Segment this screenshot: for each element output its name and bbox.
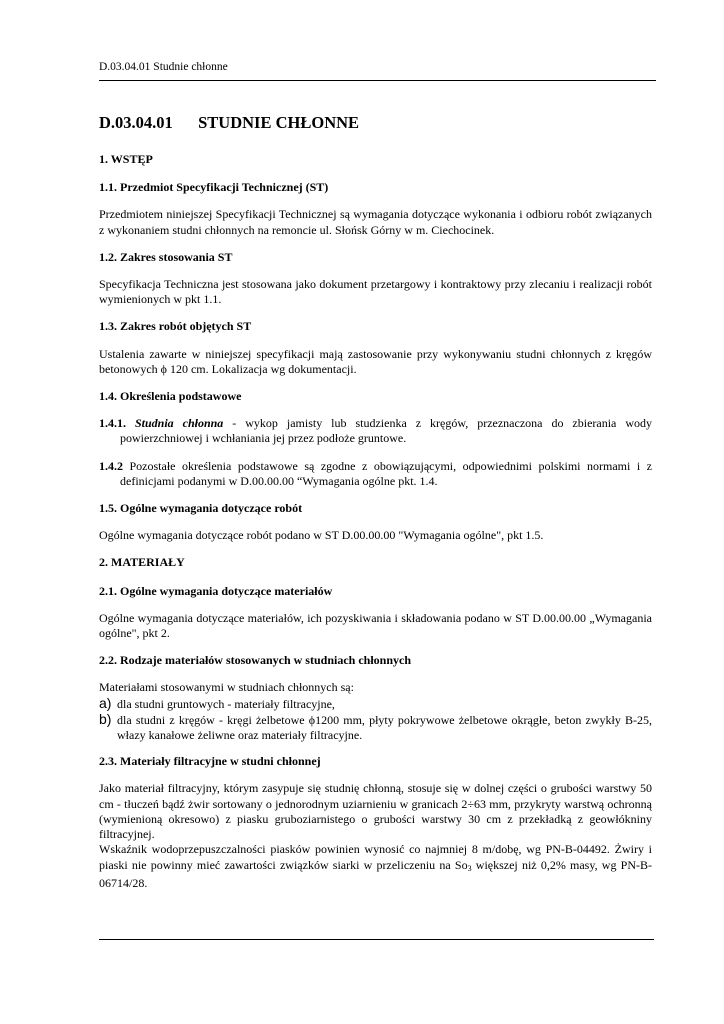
title-text: STUDNIE CHŁONNE	[198, 113, 360, 132]
paragraph	[99, 842, 652, 891]
running-header: D.03.04.01 Studnie chłonne	[99, 61, 228, 73]
list-letter: b)	[99, 710, 112, 727]
section-heading: 2. MATERIAŁY	[99, 555, 185, 570]
subsection-heading: 2.3. Materiały filtracyjne w studni chłonnej	[99, 754, 321, 769]
subsection-heading: 2.1. Ogólne wymagania dotyczące materiałów	[99, 583, 333, 598]
definition-number: 1.4.1.	[99, 416, 126, 431]
subsection-heading: 1.5. Ogólne wymagania dotyczące robót	[99, 501, 303, 516]
paragraph: Ogólne wymagania dotyczące robót podano w ST D.00.00.00 "Wymagania ogólne", pkt 1.5.	[99, 528, 544, 543]
section-heading: 1. WSTĘP	[99, 152, 153, 166]
paragraph-text: Wskaźnik wodoprzepuszczalności piasków powinien wynosić co najmniej 8 m/dobę, wg PN-B-04492. Żwiry i piaski nie powinny mieć zawartości związków siarki w przeliczeniu na So	[99, 842, 652, 872]
header-divider	[99, 80, 656, 81]
paragraph: Ustalenia zawarte w niniejszej specyfikacji mają zastosowanie przy wykonywaniu studni chłonnych z kręgów betonowych ϕ 120 cm. Lokalizacja wg dokumentacji.	[99, 346, 652, 376]
subsection-heading: 2.2. Rodzaje materiałów stosowanych w studniach chłonnych	[99, 653, 412, 668]
list-item-text: dla studni z kręgów - kręgi żelbetowe ϕ1200 mm, płyty pokrywowe żelbetowe okrągłe, beton zwykły B-25, włazy kanałowe żeliwne oraz materiały filtracyjne.	[117, 712, 652, 743]
definition-number: 1.4.2	[99, 458, 123, 473]
materials-list	[99, 696, 652, 744]
paragraph: Specyfikacja Techniczna jest stosowana jako dokument przetargowy i kontraktowy przy zlecaniu i realizacji robót wymienionych w pkt 1.1.	[99, 277, 652, 307]
list-item-text: dla studni gruntowych - materiały filtracyjne,	[117, 696, 335, 711]
paragraph: Ogólne wymagania dotyczące materiałów, ich pozyskiwania i składowania podano w ST D.00.00.00 „Wymagania ogólne", pkt 2.	[99, 610, 652, 641]
subsection-heading: 1.3. Zakres robót objętych ST	[99, 319, 252, 334]
definition-text: - wykop jamisty lub studzienka z kręgów, przeznaczona do zbierania wody powierzchniowej i wchłaniania jej przez podłoże gruntowe.	[120, 416, 653, 446]
definition-item	[99, 416, 652, 446]
paragraph-text: większej niż 0,2% masy, wg PN-B-06714/28.	[99, 857, 652, 890]
definition-item	[99, 459, 652, 489]
subsection-heading: 1.1. Przedmiot Specyfikacji Technicznej (ST)	[99, 180, 329, 195]
list-intro: Materiałami stosowanymi w studniach chłonnych są:	[99, 680, 354, 695]
title-code: D.03.04.01	[99, 113, 173, 132]
subscript: 3	[467, 863, 472, 873]
definition-term: Studnia chłonna	[134, 416, 224, 431]
document-title	[99, 113, 652, 133]
subsection-heading: 1.4. Określenia podstawowe	[99, 389, 242, 404]
paragraph: Jako materiał filtracyjny, którym zasypuje się studnię chłonną, stosuje się w dolnej części o grubości warstwy 50 cm - tłuczeń bądź żwir sortowany o jednorodnym uziarnieniu w granicach 2÷63 mm, przykryty warstwą ochronną (wymienioną okresowo) z piasku gruboziarnistego o grubości warstwy 30 cm z przekładką z geowłókniny filtracyjnej.	[99, 781, 652, 842]
paragraph: Przedmiotem niniejszej Specyfikacji Technicznej są wymagania dotyczące wykonania i odbioru robót związanych z wykonaniem studni chłonnych na remoncie ul. Słońsk Górny w m. Ciechocinek.	[99, 207, 652, 237]
list-item	[99, 696, 652, 712]
document-body	[99, 113, 652, 903]
subsection-heading: 1.2. Zakres stosowania ST	[99, 249, 233, 264]
definition-text: Pozostałe określenia podstawowe są zgodne z obowiązującymi, odpowiednimi polskimi normami i z definicjami podanymi w D.00.00.00 “Wymagania ogólne pkt. 1.4.	[120, 458, 652, 488]
footer-divider	[99, 939, 654, 940]
list-letter: a)	[99, 694, 112, 711]
list-item	[99, 712, 652, 743]
